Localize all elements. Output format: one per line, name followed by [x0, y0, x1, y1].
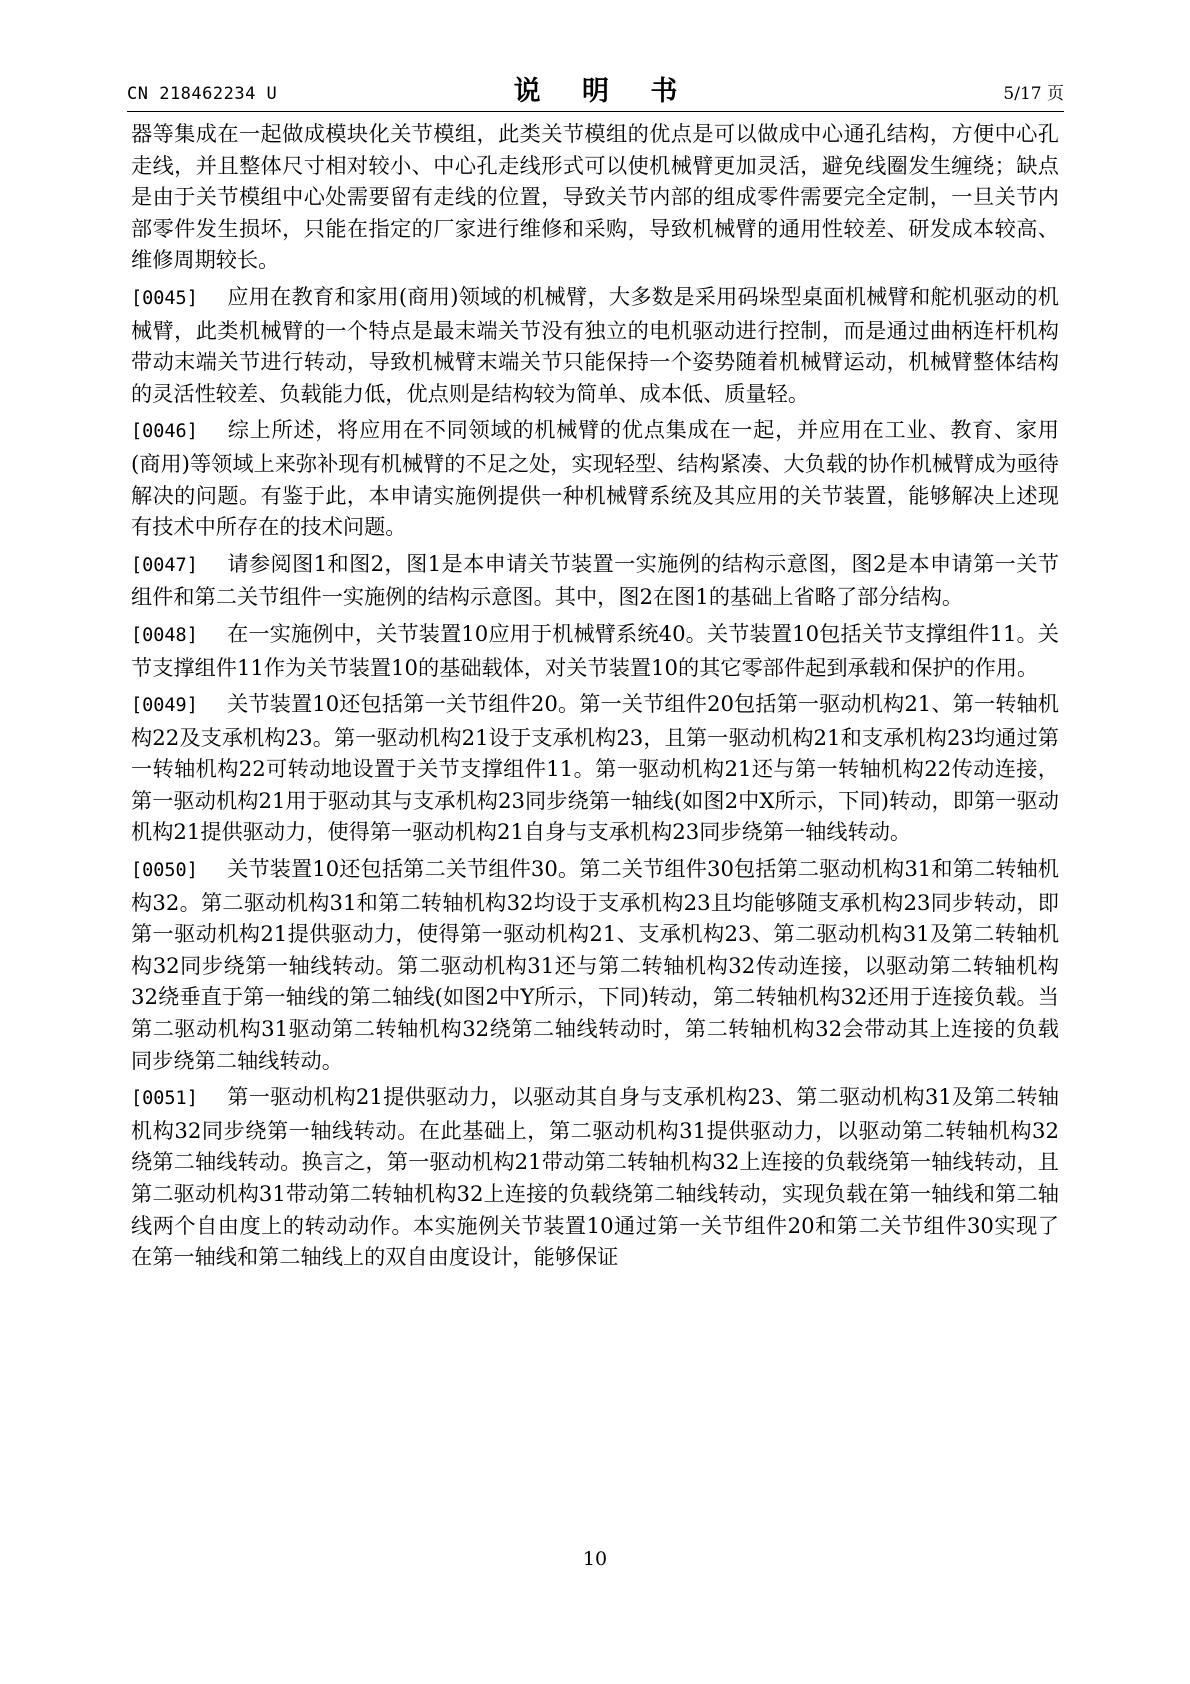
paragraph-0045 — [131, 281, 1059, 409]
paragraph-text: 应用在教育和家用(商用)领域的机械臂，大多数是采用码垛型桌面机械臂和舵机驱动的机械臂，此类机械臂的一个特点是最末端关节没有独立的电机驱动进行控制，而是通过曲柄连杆机构带动末端关节进行转动，导致机械臂末端关节只能保持一个姿势随着机械臂运动，机械臂整体结构的灵活性较差、负载能力低，优点则是结构较为简单、成本低、质量轻。 — [131, 283, 1059, 406]
paragraph-number: [0046] — [131, 421, 198, 443]
paragraph-number: [0051] — [131, 1088, 198, 1110]
paragraph-0046 — [131, 414, 1059, 542]
header-divider — [127, 111, 1064, 112]
page-number: 10 — [582, 1548, 608, 1570]
paragraph-0049 — [131, 688, 1059, 848]
paragraph-0048 — [131, 618, 1059, 683]
paragraph-text: 综上所述，将应用在不同领域的机械臂的优点集成在一起，并应用在工业、教育、家用(商用)等领域上来弥补现有机械臂的不足之处，实现轻型、结构紧凑、大负载的协作机械臂成为亟待解决的问题。有鉴于此，本申请实施例提供一种机械臂系统及其应用的关节装置，能够解决上述现有技术中所存在的技术问题。 — [131, 417, 1059, 540]
document-body — [131, 118, 1059, 1278]
page-info: 5/17 页 — [1003, 84, 1064, 104]
paragraph-text: 第一驱动机构21提供驱动力，以驱动其自身与支承机构23、第二驱动机构31及第二转轴机构32同步绕第一轴线转动。在此基础上，第二驱动机构31提供驱动力，以驱动第二转轴机构32绕第二轴线转动。换言之，第一驱动机构21带动第二转轴机构32上连接的负载绕第一轴线转动，且第二驱动机构31带动第二转轴机构32上连接的负载绕第二轴线转动，实现负载在第一轴线和第二轴线两个自由度上的转动动作。本实施例关节装置10通过第一关节组件20和第二关节组件30实现了在第一轴线和第二轴线上的双自由度设计，能够保证 — [131, 1084, 1059, 1270]
paragraph-number: [0045] — [131, 287, 198, 309]
paragraph-0051 — [131, 1081, 1059, 1273]
paragraph-text: 请参阅图1和图2，图1是本申请关节装置一实施例的结构示意图，图2是本申请第一关节组件和第二关节组件一实施例的结构示意图。其中，图2在图1的基础上省略了部分结构。 — [131, 550, 1059, 610]
paragraph-0050 — [131, 853, 1059, 1076]
paragraph-text: 在一实施例中，关节装置10应用于机械臂系统40。关节装置10包括关节支撑组件11。关节支撑组件11作为关节装置10的基础载体，对关节装置10的其它零部件起到承载和保护的作用。 — [131, 620, 1059, 680]
paragraph-number: [0047] — [131, 554, 198, 576]
paragraph-number: [0049] — [131, 695, 198, 717]
paragraph-text: 器等集成在一起做成模块化关节模组，此类关节模组的优点是可以做成中心通孔结构，方便中心孔走线，并且整体尺寸相对较小、中心孔走线形式可以使机械臂更加灵活，避免线圈发生缠绕；缺点是由于关节模组中心处需要留有走线的位置，导致关节内部的组成零件需要完全定制，一旦关节内部零件发生损坏，只能在指定的厂家进行维修和采购，导致机械臂的通用性较差、研发成本较高、维修周期较长。 — [131, 121, 1059, 273]
paragraph-text: 关节装置10还包括第二关节组件30。第二关节组件30包括第二驱动机构31和第二转轴机构32。第二驱动机构31和第二转轴机构32均设于支承机构23且均能够随支承机构23同步转动，即第一驱动机构21提供驱动力，使得第一驱动机构21、支承机构23、第二驱动机构31及第二转轴机构32同步绕第一轴线转动。第二驱动机构31还与第二转轴机构32传动连接，以驱动第二转轴机构32绕垂直于第一轴线的第二轴线(如图2中Y所示，下同)转动，第二转轴机构32还用于连接负载。当第二驱动机构31驱动第二转轴机构32绕第二轴线转动时，第二转轴机构32会带动其上连接的负载同步绕第二轴线转动。 — [131, 856, 1059, 1073]
document-title: 说 明 书 — [513, 76, 694, 107]
paragraph-number: [0048] — [131, 624, 198, 646]
paragraph-number: [0050] — [131, 860, 198, 882]
page-header — [127, 68, 1064, 110]
paragraph-continuation — [131, 118, 1059, 276]
document-number: CN 218462234 U — [127, 84, 278, 104]
paragraph-0047 — [131, 548, 1059, 613]
paragraph-text: 关节装置10还包括第一关节组件20。第一关节组件20包括第一驱动机构21、第一转轴机构22及支承机构23。第一驱动机构21设于支承机构23，且第一驱动机构21和支承机构23均通过第一转轴机构22可转动地设置于关节支撑组件11。第一驱动机构21还与第一转轴机构22传动连接，第一驱动机构21用于驱动其与支承机构23同步绕第一轴线(如图2中X所示，下同)转动，即第一驱动机构21提供驱动力，使得第一驱动机构21自身与支承机构23同步绕第一轴线转动。 — [131, 691, 1059, 845]
